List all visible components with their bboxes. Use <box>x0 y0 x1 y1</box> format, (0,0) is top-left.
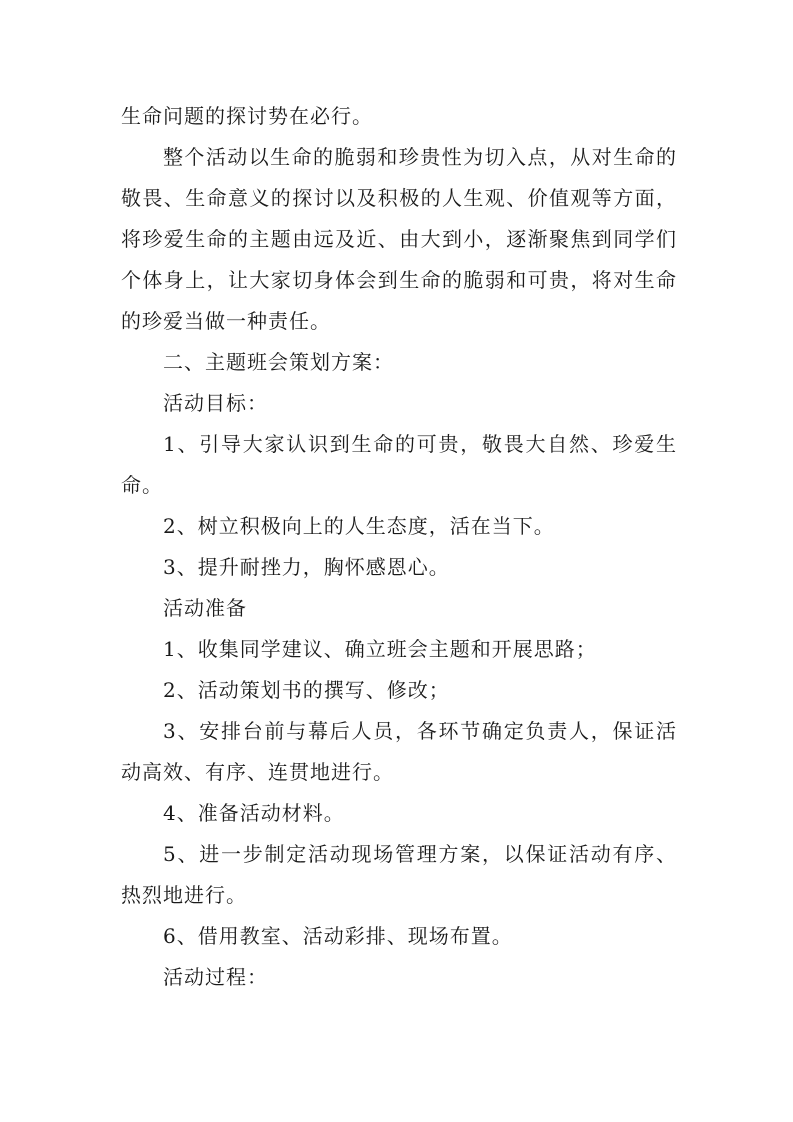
list-item: 2、树立积极向上的人生态度，活在当下。 <box>163 514 555 538</box>
body-text <box>121 96 677 998</box>
list-item: 3、提升耐挫力，胸怀感恩心。 <box>163 555 450 579</box>
paragraph: 生命问题的探讨势在必行。 <box>121 104 373 128</box>
list-item: 5、进一步制定活动现场管理方案，以保证活动有序、热烈地进行。 <box>121 842 677 907</box>
list-item: 6、借用教室、活动彩排、现场布置。 <box>163 924 513 948</box>
list-item: 4、准备活动材料。 <box>163 801 345 825</box>
subsection-heading: 活动准备 <box>163 596 247 620</box>
subsection-heading: 活动目标： <box>163 391 268 415</box>
list-item: 3、安排台前与幕后人员，各环节确定负责人，保证活动高效、有序、连贯地进行。 <box>121 719 677 784</box>
section-heading: 二、主题班会策划方案： <box>163 350 394 374</box>
list-item: 1、收集同学建议、确立班会主题和开展思路； <box>163 637 597 661</box>
list-item: 1、引导大家认识到生命的可贵，敬畏大自然、珍爱生命。 <box>121 432 677 497</box>
paragraph: 整个活动以生命的脆弱和珍贵性为切入点，从对生命的敬畏、生命意义的探讨以及积极的人生观、价值观等方面，将珍爱生命的主题由远及近、由大到小，逐渐聚焦到同学们个体身上，让大家切身体会到生命的脆弱和可贵，将对生命的珍爱当做一种责任。 <box>121 145 677 333</box>
list-item: 2、活动策划书的撰写、修改； <box>163 678 450 702</box>
subsection-heading: 活动过程： <box>163 965 268 989</box>
